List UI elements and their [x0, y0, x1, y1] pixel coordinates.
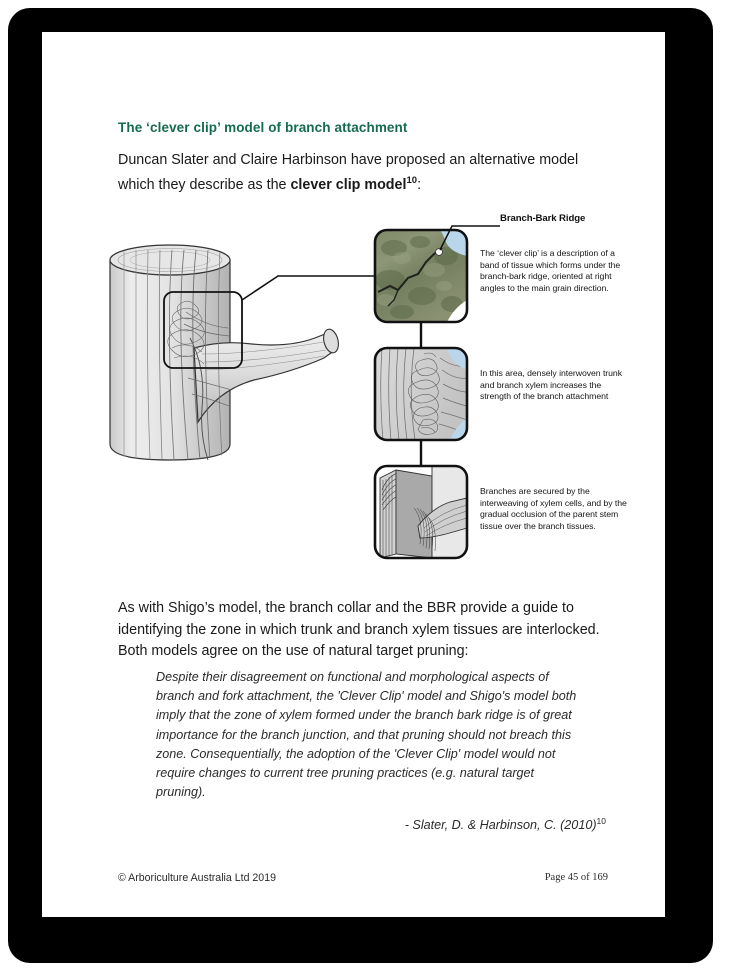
page-heading: The ‘clever clip’ model of branch attachment: [118, 120, 408, 135]
page-footer: [118, 872, 608, 884]
page-sheet: [42, 32, 665, 917]
intro-paragraph: [118, 150, 608, 195]
branch-attachment-figure: [102, 208, 632, 578]
page-content: [42, 32, 665, 917]
blockquote-text: Despite their disagreement on functional and morphological aspects of branch and fork attachment, the 'Clever Clip' model and Shigo's model both imply that the zone of xylem formed under the branch bark ridge is of great importance for the branch junction, and that pruning should not breach this zone. Consequentially, the adoption of the 'Clever Clip' model would not require changes to current tree pruning practices (e.g. natural target pruning).: [156, 670, 577, 800]
quote-attribution-text: - Slater, D. & Harbinson, C. (2010): [404, 818, 597, 833]
body-paragraph: As with Shigo’s model, the branch collar and the BBR provide a guide to identifying the zone in which trunk and branch xylem tissues are interlocked. Both models agree on the use of natural target pruning:: [118, 600, 600, 659]
footer-copyright: © Arboriculture Australia Ltd 2019: [118, 872, 276, 884]
panel-1-caption: The ‘clever clip’ is a description of a band of tissue which forms under the branch-bark ridge, oriented at right angles to the main grain direction.: [480, 248, 621, 293]
trunk-branch-drawing: [110, 245, 375, 460]
footer-page-number: Page 45 of 169: [544, 872, 608, 883]
intro-footnote-marker: 10: [406, 174, 418, 186]
callout-leader-line: [242, 276, 375, 300]
quote-attribution: [156, 816, 606, 832]
ridge-marker-dot: [436, 249, 443, 256]
panel-cutaway-block: [375, 466, 467, 558]
panel-3-caption: Branches are secured by the interweaving of xylem cells, and by the gradual occlusion of the parent stem tissue over the branch tissues.: [480, 486, 627, 531]
panel-2-caption: In this area, densely interwoven trunk and branch xylem increases the strength of the branch attachment: [480, 368, 623, 402]
intro-text-bold: clever clip model: [290, 176, 407, 193]
intro-text-part2: :: [417, 176, 422, 193]
branch-bark-ridge-label: Branch-Bark Ridge: [500, 213, 586, 224]
trunk-top-face: [110, 245, 230, 275]
quote-attribution-footnote: 10: [596, 816, 606, 826]
panel-xylem-grain: [375, 348, 467, 440]
cut-face-left: [380, 470, 396, 558]
intro-text-part1: Duncan Slater and Claire Harbinson have proposed an alternative model which they describe as the: [118, 152, 579, 193]
